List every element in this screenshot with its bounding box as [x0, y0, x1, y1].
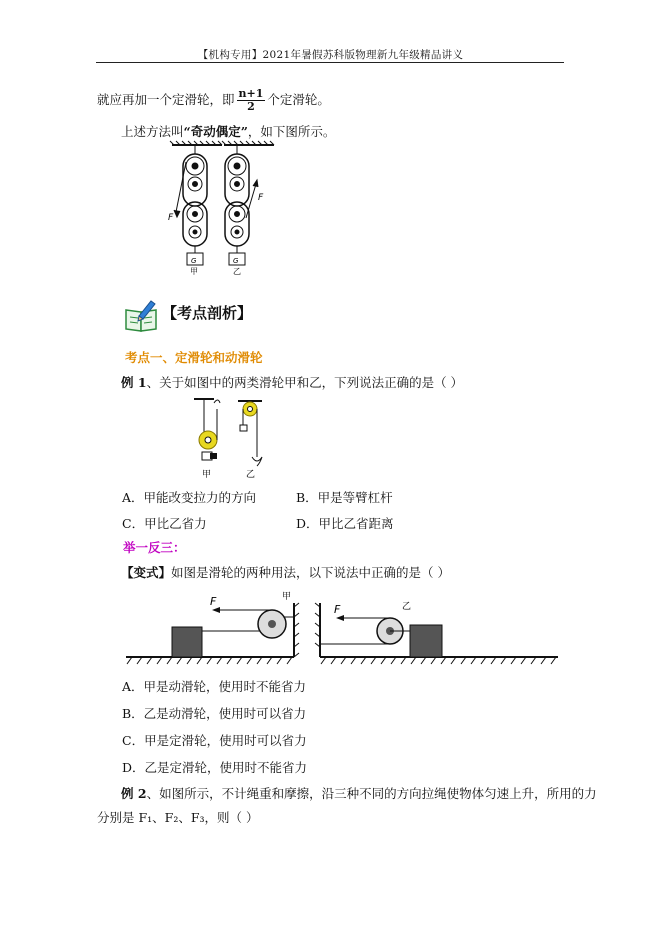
example-1-label: 例 1	[121, 375, 147, 390]
block-left	[172, 627, 202, 657]
section-title: 【考点剖析】	[162, 304, 253, 322]
variant-label: 【变式】	[121, 565, 172, 580]
pulley-block-figure	[168, 140, 278, 275]
pulley-block-left	[174, 145, 207, 265]
force-label-right: F	[258, 193, 264, 203]
fixed-pulley-jia	[194, 399, 220, 460]
variant-text: 如图是滑轮的两种用法，以下说法中正确的是（ ）	[171, 565, 450, 580]
variant-force-left: F	[210, 595, 217, 608]
intro-line-1-pre: 就应再加一个定滑轮，即	[97, 92, 235, 107]
variant-option-b: B．乙是动滑轮，使用时可以省力	[122, 706, 307, 721]
ex1-caption-yi: 乙	[246, 470, 256, 480]
variant-option-d: D．乙是定滑轮，使用时不能省力	[122, 760, 308, 775]
variant-force-right: F	[334, 603, 341, 616]
fraction	[237, 88, 266, 113]
variant-caption-yi: 乙	[402, 602, 412, 612]
variant-option-c: C．甲是定滑轮，使用时可以省力	[122, 733, 307, 748]
intro-line-2	[121, 122, 335, 140]
ex1-option-d: D．甲比乙省距离	[296, 516, 394, 531]
example-2-label: 例 2	[121, 786, 147, 801]
intro-line-1-post: 个定滑轮。	[267, 92, 330, 107]
caption-jia: 甲	[190, 267, 198, 275]
force-label-left: F	[168, 213, 174, 223]
example-2-line-2: 分别是 F₁、F₂、F₃，则（ ）	[97, 810, 259, 825]
example-1-figure	[190, 395, 270, 480]
block-right	[410, 625, 442, 657]
weight-label-right: G	[233, 257, 239, 265]
ex1-option-b: B．甲是等臂杠杆	[296, 490, 393, 505]
ceiling-left	[170, 141, 222, 145]
example-1-question	[121, 373, 463, 391]
intro-line-2-pre: 上述方法叫	[121, 124, 184, 139]
pulley-block-right	[225, 145, 258, 265]
example-2-text-1: 、如图所示，不计绳重和摩擦，沿三种不同的方向拉绳使物体匀速上升，所用的力	[146, 786, 597, 801]
intro-line-2-term: “奇动偶定”	[183, 124, 248, 139]
fraction-denominator: 2	[247, 100, 255, 113]
page-header: 【机构专用】2021年暑假苏科版物理新九年级精品讲义	[197, 49, 464, 61]
juyi-title: 举一反三：	[123, 540, 186, 555]
caption-yi: 乙	[233, 267, 241, 275]
example-1-text: 、关于如图中的两类滑轮甲和乙，下列说法正确的是（ ）	[146, 375, 464, 390]
variant-question	[121, 563, 450, 581]
intro-line-1	[97, 88, 330, 113]
pulley-jia-axle	[268, 620, 276, 628]
variant-option-a: A．甲是动滑轮，使用时不能省力	[122, 679, 307, 694]
variant-figure	[124, 585, 560, 667]
book-pencil-icon	[123, 298, 161, 332]
variant-caption-jia: 甲	[282, 592, 292, 602]
fraction-numerator: n+1	[238, 87, 264, 100]
weight-label-left: G	[191, 257, 197, 265]
movable-pulley-yi	[238, 401, 262, 466]
ex1-caption-jia: 甲	[202, 470, 212, 480]
header-rule	[96, 62, 564, 63]
ex1-option-c: C．甲比乙省力	[122, 516, 207, 531]
ex1-option-a: A．甲能改变拉力的方向	[122, 490, 257, 505]
ceiling-right	[222, 141, 274, 145]
example-2-line-1	[121, 784, 597, 802]
kaodian-title: 考点一、定滑轮和动滑轮	[125, 350, 263, 365]
intro-line-2-post: ，如下图所示。	[247, 124, 336, 139]
